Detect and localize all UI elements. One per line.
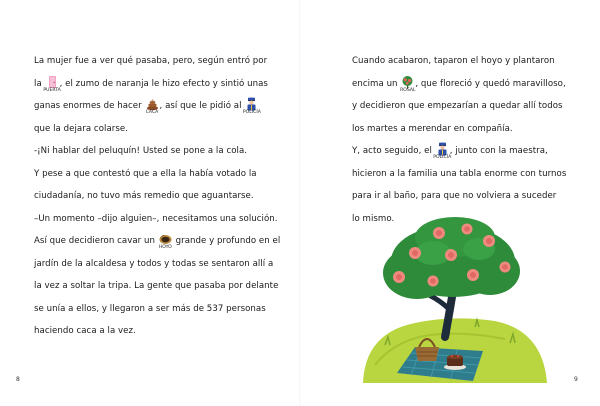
text-line: haciendo caca a la vez. bbox=[34, 326, 136, 336]
text-line: hicieron a la familia una tabla enorme con turnos bbox=[352, 168, 567, 179]
rosebush-illustration bbox=[355, 215, 550, 390]
pictogram-caption: PUERTA bbox=[43, 87, 61, 93]
text-line: para ir al baño, para que no volviera a suceder bbox=[352, 191, 557, 201]
text-line: y decidieron que empezarían a quedar allí todos bbox=[352, 101, 563, 111]
text-line: –Un momento –dijo alguien–, necesitamos una solución. bbox=[34, 213, 278, 224]
picnic-cake bbox=[444, 355, 466, 370]
pictogram-caption: POLICÍA bbox=[242, 110, 261, 115]
text-line: Y pese a que contestó que a ella la había votado la bbox=[34, 168, 257, 179]
text-line: jardín de la alcaldesa y todos y todas se sentaron allí a bbox=[34, 258, 274, 269]
page-number: 9 bbox=[574, 376, 578, 383]
rosebush-icon bbox=[400, 75, 416, 93]
text-line: Así que decidieron cavar un HOYO grande y profundo en el bbox=[34, 230, 270, 253]
page-number: 8 bbox=[16, 376, 20, 383]
text-line: ciudadanía, no tuvo más remedio que aguantarse. bbox=[34, 191, 254, 201]
pictogram-caption: CACA bbox=[145, 110, 159, 115]
text-line: los martes a merendar en compañía. bbox=[352, 123, 513, 134]
pictogram-caption: ROSAL bbox=[400, 87, 416, 93]
text-line: encima un ROSAL , que floreció y quedó maravilloso, bbox=[352, 73, 562, 96]
pictogram-caption: HOYO bbox=[158, 245, 172, 250]
text-line: lo mismo. bbox=[352, 213, 395, 224]
text-line: se unía a ellos, y llegaron a ser más de 537 personas bbox=[34, 303, 266, 314]
left-page-text bbox=[34, 50, 281, 343]
text-line: Y, acto seguido, el POLICÍA , junto con la maestra, bbox=[352, 140, 562, 163]
pictogram-caption: POLICÍA bbox=[433, 155, 452, 160]
police-icon bbox=[242, 97, 261, 115]
text-line: la PUERTA , el zumo de naranja le hizo efecto y sintió unas bbox=[34, 73, 270, 96]
text-line: La mujer fue a ver qué pasaba, pero, según entró por bbox=[34, 56, 268, 66]
text-line: Cuando acabaron, taparon el hoyo y plantaron bbox=[352, 56, 555, 66]
door-icon bbox=[43, 75, 61, 93]
text-line: ganas enormes de hacer CACA , así que le pidió al POLICÍA bbox=[34, 95, 270, 118]
poop-icon bbox=[145, 97, 159, 115]
text-line: la vez a soltar la tripa. La gente que pasaba por delante bbox=[34, 281, 279, 291]
text-line: que la dejara colarse. bbox=[34, 123, 128, 134]
right-page-text bbox=[352, 50, 567, 230]
hole-icon bbox=[158, 232, 172, 250]
police-icon bbox=[433, 142, 452, 160]
text-line: -¡Ni hablar del peluquín! Usted se pone a la cola. bbox=[34, 146, 248, 156]
